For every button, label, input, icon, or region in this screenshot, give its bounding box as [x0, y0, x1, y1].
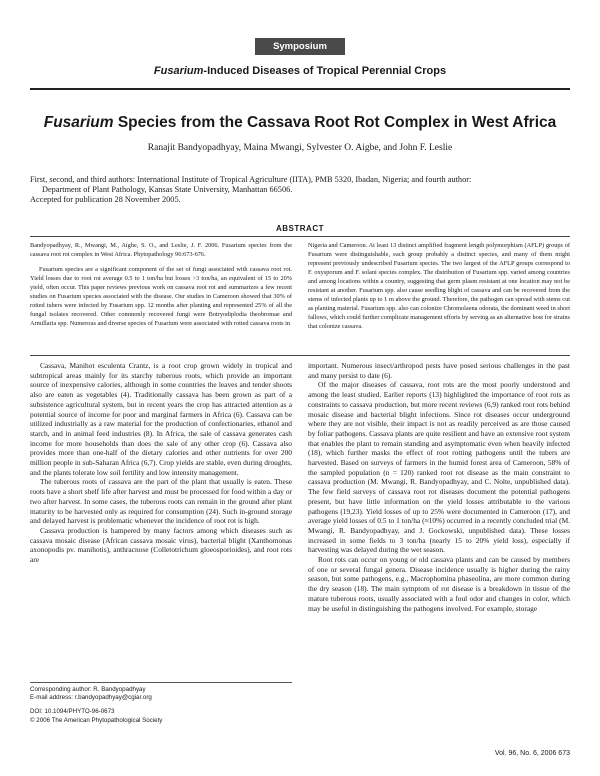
accepted-date: Accepted for publication 28 November 2005.	[30, 195, 181, 205]
body-left-column	[30, 361, 292, 565]
article-title	[30, 114, 570, 132]
series-title-rest: -Induced Diseases of Tropical Perennial Crops	[203, 65, 447, 77]
abstract-top-rule	[30, 236, 570, 237]
body-paragraph: Of the major diseases of cassava, root rots are the most poorly understood and among the least studied. Earlier reports (13) highlighted the importance of root rots as constraints to cassava production, but more recent reviews (6,9) ranked root rots behind mosaic disease and bacterial blight infections. Since rot diseases occur underground where they are not visible, their impact is not as readily perceived as are those caused by foliar pathogens. Cassava plants are quite resilient and have an extensive root system that enables the plant to remain standing and asymptomatic even when heavily infected (18), which further masks the effect of root rotting pathogens until the tubers are harvested. Based on surveys of farmers in the humid forest area of Cameroon, 58% of the sampled population (n = 120) ranked root rot disease as the main constraint to cassava production (M. Mwangi, R. Bandyopadhyay, and C. Nolte, unpublished data). The few field surveys of cassava root rot diseases document the potential pathogens present, but have little information on the yield losses attributable to the various pathogens (19,23). Yield losses of up to 25% were documented in Cameroon (17), and average yield losses of 0.5 to 1 ton/ha (≈10%) occurred in a recently concluded trial (M. Mwangi, R. Bandyopadhyay, and J. Gockowski, unpublished data). These losses increased in some fields to 3 ton/ha (nearly 15 to 20% yield loss), especially if harvesting was delayed during the wet season.	[308, 380, 570, 555]
series-title	[0, 65, 600, 77]
symposium-banner: Symposium	[255, 38, 345, 55]
author-list: Ranajit Bandyopadhyay, Maina Mwangi, Sylvester O. Aigbe, and John F. Leslie	[147, 143, 453, 153]
body-paragraph: Root rots can occur on young or old cassava plants and can be caused by members of one or several fungal genera. Disease incidence usually is higher during the rainy season, but some pathogens, e.g., Macrophomina phaseolina, are more common during the dry season (18). The main symptom of rot disease is a breakdown in tissue of the mature tuberous roots, usually associated with a foul odor and changes in color, which may be useful in distinguishing the pathogens involved. For example, storage	[308, 555, 570, 613]
series-title-emph: Fusarium	[153, 65, 204, 77]
body-paragraph: Cassava, Manihot esculenta Crantz, is a root crop grown widely in tropical and subtropical areas mainly for its starchy tuberous roots, which provide an important source of inexpensive calories, although in some countries the leaves and tender shoots also are eaten as vegetables (4). Traditionally cassava has been grown as part of a subsistence agricultural system, but in recent years the crop has attracted attention as a potential source of income for poor and marginal farmers in Africa (6). Cassava can be utilized industrially as a raw material for the production of confectionaries, ethanol and starch, and in animal feed industries (8). In Africa, the sale of cassava generates cash income for more households than does the sale of any other crop (6). Cassava also provides more than one-half of the dietary calories and other nutrients for over 200 million people in sub-Saharan Africa (6,7). Crop yields are stable, even during droughts, and the plants tolerate low soil fertility and low intensity management.	[30, 361, 292, 477]
body-paragraph: Cassava production is hampered by many factors among which diseases such as cassava mosaic disease (African cassava mosaic virus), bacterial blight (Xanthomonas axonopodis pv. manihotis), anthracnose (Colletotrichum gloeosporioides), and root rots are	[30, 525, 292, 565]
body-paragraph: The tuberous roots of cassava are the part of the plant that usually is eaten. These roots have a short shelf life after harvest and must be processed for food within a day or two after harvest. In some cases, the tuberous roots can remain in the ground after plant maturity to be harvested only as required for consumption (24). Such in-ground storage and delayed harvest is problematic whenever the incidence of root rot is high.	[30, 477, 292, 526]
email-address: E-mail address: r.bandyopadhyay@cgiar.org	[30, 694, 152, 702]
affiliation-line-1: First, second, and third authors: International Institute of Tropical Agriculture (IITA), PMB 5320, Ibadan, Nigeria; and fourth author:	[30, 175, 472, 184]
abstract-text-left: Fusarium species are a significant component of the set of fungi associated with cassava root rot. Yield losses due to root rot average 0.5 to 1 ton/ha but losses >3 ton/ha, an equivalent of 15 to 20% yield, often occur. This paper reviews previous work on cassava root rot and summarizes a few recent studies on Fusarium species associated with the disease. Our studies in Cameroon showed that 30% of rotted tubers were infected by Fusarium spp. 12 months after planting and represented 25% of all the fungal isolates recovered. Other commonly recovered fungi were Botryodiplodia theobromae and Armillaria spp. Numerous and diverse species of Fusarium were associated with rotted cassava roots in	[30, 266, 292, 327]
abstract-text-right: Nigeria and Cameroon. At least 13 distinct amplified fragment length polymorphism (AFLP) groups of Fusarium were distinguishable, each group probably a distinct species, and many of them might represent previously undescribed Fusarium species. The two largest of the AFLP groups correspond to F. oxysporum and F. solani species complex. The distribution of Fusarium spp. varied among countries and among locations within a country, suggesting that germ plasm resistant at one location may not be resistant at another. Fusarium spp. also cause seedling blight of cassava and can be recovered from the stems of infected plants up to 1 m above the ground. Therefore, the pathogen can spread with stems cut as planting material. Fusarium spp. also can colonize Chromolaena odorata, the dominant weed in short fallows, which could further complicate management efforts by serving as an alternative host for strains that colonize cassava.	[308, 242, 570, 330]
abstract-bottom-rule	[30, 355, 570, 356]
abstract-heading: ABSTRACT	[276, 224, 324, 233]
footnotes	[30, 686, 292, 725]
doi: DOI: 10.1094/PHYTO-96-0673	[30, 708, 115, 716]
header-rule	[30, 88, 570, 90]
affiliations	[30, 175, 570, 206]
article-title-emph: Fusarium	[43, 114, 114, 131]
abstract-left-column	[30, 241, 292, 328]
body-right-column	[308, 361, 570, 613]
copyright: © 2006 The American Phytopathological Society	[30, 716, 163, 724]
page-footer: Vol. 96, No. 6, 2006 673	[494, 750, 570, 757]
body-paragraph: important. Numerous insect/arthropod pests have posed serious challenges in the past and many persist to date (6).	[308, 361, 570, 380]
corresponding-author: Corresponding author: R. Bandyopadhyay	[30, 686, 146, 693]
article-title-rest: Species from the Cassava Root Rot Complex in West Africa	[113, 114, 557, 131]
abstract-right-column	[308, 241, 570, 331]
footnote-rule	[30, 682, 292, 683]
affiliation-line-2: Department of Plant Pathology, Kansas State University, Manhattan 66506.	[42, 185, 293, 195]
abstract-citation: Bandyopadhyay, R., Mwangi, M., Aigbe, S. O., and Leslie, J. F. 2006. Fusarium species from the cassava root rot complex in West Africa. Phytopathology 96:673-676.	[30, 242, 292, 258]
